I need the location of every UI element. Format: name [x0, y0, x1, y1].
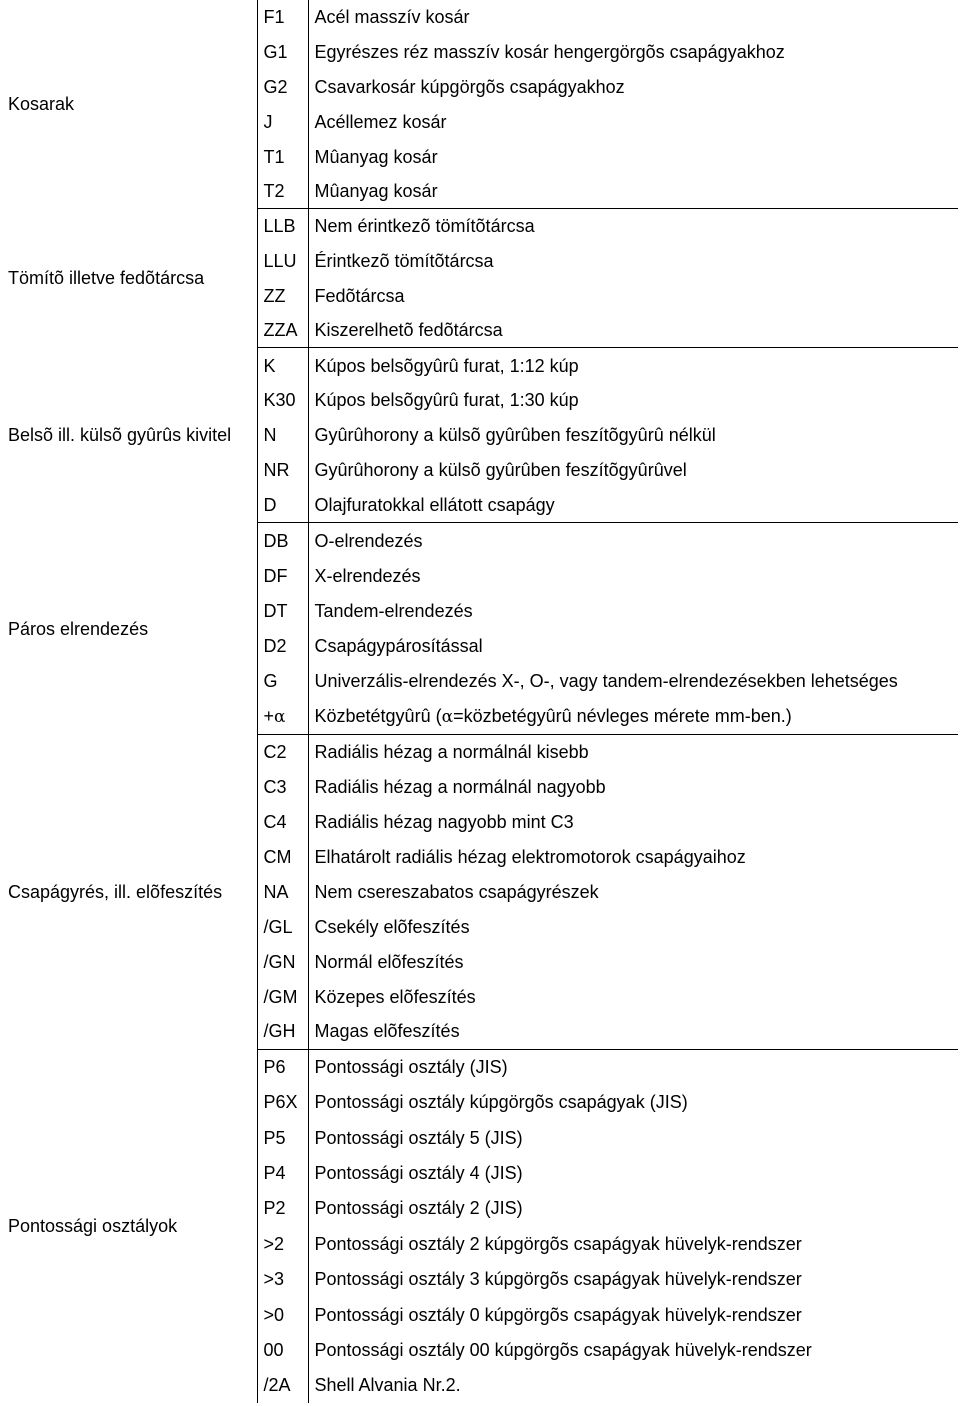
- suffix-description: Shell Alvania Nr.2.: [314, 1375, 461, 1396]
- suffix-code: >2: [257, 1226, 308, 1261]
- category-label: Páros elrendezés: [0, 523, 257, 734]
- suffix-description: Közepes elõfeszítés: [314, 986, 476, 1007]
- suffix-description: Olajfuratokkal ellátott csapágy: [308, 488, 958, 523]
- suffix-code: D2: [257, 629, 308, 664]
- suffix-description: Pontossági osztály 0 kúpgörgõs csapágyak hüvelyk-rendszer: [314, 1304, 802, 1325]
- suffix-description: Csapágypárosítással: [314, 636, 483, 657]
- suffix-code: /GH: [257, 1014, 308, 1049]
- category-label: Csapágyrés, ill. elõfeszítés: [0, 734, 257, 1049]
- suffix-code: C2: [257, 734, 308, 769]
- suffix-code: 00: [257, 1332, 308, 1367]
- category-label: Tömítõ illetve fedõtárcsa: [0, 209, 257, 348]
- suffix-code: C3: [257, 769, 308, 804]
- suffix-description: Gyûrûhorony a külsõ gyûrûben feszítõgyûrû nélkül: [314, 425, 716, 446]
- suffix-code: /GN: [257, 944, 308, 979]
- suffix-description: O-elrendezés: [314, 530, 423, 551]
- suffix-code: P4: [257, 1155, 308, 1190]
- suffix-description: Radiális hézag nagyobb mint C3: [314, 811, 574, 832]
- suffix-code: NR: [257, 453, 308, 488]
- suffix-description: Kúpos belsõgyûrû furat, 1:12 kúp: [314, 355, 579, 376]
- suffix-code: >3: [257, 1261, 308, 1296]
- suffix-code: C4: [257, 804, 308, 839]
- suffix-description: Acéllemez kosár: [314, 111, 447, 132]
- suffix-description: Pontossági osztály 2 (JIS): [314, 1198, 523, 1219]
- suffix-description: Pontossági osztály 2 kúpgörgõs csapágyak hüvelyk-rendszer: [314, 1233, 802, 1254]
- suffix-code: /GM: [257, 979, 308, 1014]
- suffix-description: Tandem-elrendezés: [314, 600, 473, 621]
- suffix-code: /2A: [257, 1368, 308, 1403]
- suffix-description: Mûanyag kosár: [308, 174, 958, 209]
- suffix-description: Érintkezõ tömítõtárcsa: [314, 250, 494, 271]
- suffix-code: T1: [257, 139, 308, 174]
- suffix-description: Egyrészes réz masszív kosár hengergörgõs csapágyakhoz: [314, 42, 785, 63]
- suffix-code: DB: [257, 523, 308, 558]
- table-row: [0, 523, 958, 558]
- suffix-code: F1: [257, 0, 308, 35]
- suffix-code: G2: [257, 70, 308, 105]
- suffix-description: Kúpos belsõgyûrû furat, 1:30 kúp: [314, 390, 579, 411]
- suffix-description: Radiális hézag a normálnál nagyobb: [314, 776, 606, 797]
- suffix-description: Elhatárolt radiális hézag elektromotorok csapágyaihoz: [314, 846, 746, 867]
- suffix-description: Nem érintkezõ tömítõtárcsa: [314, 216, 535, 237]
- suffix-code: K30: [257, 383, 308, 418]
- suffix-description: Közbetétgyûrû (α=közbetégyûrû névleges mérete mm-ben.): [308, 699, 958, 734]
- suffix-code: DT: [257, 593, 308, 628]
- suffix-description: Normál elõfeszítés: [314, 951, 464, 972]
- suffix-code: P5: [257, 1120, 308, 1155]
- suffix-code: ZZA: [257, 313, 308, 348]
- suffix-code: P2: [257, 1191, 308, 1226]
- suffix-description: Gyûrûhorony a külsõ gyûrûben feszítõgyûrûvel: [314, 460, 687, 481]
- table-row: [0, 734, 958, 769]
- suffix-description: Magas elõfeszítés: [308, 1014, 958, 1049]
- suffix-code: +α: [257, 699, 308, 734]
- suffix-description: Univerzális-elrendezés X-, O-, vagy tandem-elrendezésekben lehetséges: [314, 671, 898, 692]
- suffix-description: Pontossági osztály (JIS): [314, 1057, 508, 1078]
- suffix-code: CM: [257, 839, 308, 874]
- suffix-description: Pontossági osztály 5 (JIS): [314, 1127, 523, 1148]
- table-row: [0, 0, 958, 35]
- suffix-description: Pontossági osztály 3 kúpgörgõs csapágyak hüvelyk-rendszer: [314, 1269, 802, 1290]
- suffix-code: LLU: [257, 244, 308, 279]
- category-label: Belsõ ill. külsõ gyûrûs kivitel: [0, 348, 257, 523]
- suffix-code: NA: [257, 874, 308, 909]
- suffix-code: P6X: [257, 1084, 308, 1119]
- suffix-code: ZZ: [257, 278, 308, 313]
- suffix-description: Csekély elõfeszítés: [314, 916, 470, 937]
- suffix-description: Pontossági osztály 00 kúpgörgõs csapágyak hüvelyk-rendszer: [314, 1339, 812, 1360]
- suffix-code: P6: [257, 1049, 308, 1084]
- suffix-code: J: [257, 104, 308, 139]
- suffix-code: G: [257, 664, 308, 699]
- suffix-description: Fedõtárcsa: [314, 285, 405, 306]
- suffix-code: G1: [257, 35, 308, 70]
- table-row: [0, 348, 958, 383]
- suffix-description: Pontossági osztály kúpgörgõs csapágyak (JIS): [314, 1092, 688, 1113]
- category-label: Kosarak: [0, 0, 257, 209]
- table-row: [0, 209, 958, 244]
- suffix-code: DF: [257, 558, 308, 593]
- suffix-description: Nem csereszabatos csapágyrészek: [314, 881, 599, 902]
- suffix-description: Radiális hézag a normálnál kisebb: [314, 741, 589, 762]
- suffix-description: X-elrendezés: [314, 565, 421, 586]
- suffix-code: LLB: [257, 209, 308, 244]
- category-label: Pontossági osztályok: [0, 1049, 257, 1403]
- suffix-code: T2: [257, 174, 308, 209]
- suffix-code: /GL: [257, 909, 308, 944]
- suffix-code: >0: [257, 1297, 308, 1332]
- suffix-description: Csavarkosár kúpgörgõs csapágyakhoz: [314, 76, 625, 97]
- suffix-code: N: [257, 418, 308, 453]
- suffix-description: Pontossági osztály 4 (JIS): [314, 1162, 523, 1183]
- suffix-description: Acél masszív kosár: [314, 7, 470, 28]
- suffix-code: D: [257, 488, 308, 523]
- table-row: [0, 1049, 958, 1084]
- suffix-description: Kiszerelhetõ fedõtárcsa: [308, 313, 958, 348]
- suffix-description: Mûanyag kosár: [314, 146, 438, 167]
- suffix-code: K: [257, 348, 308, 383]
